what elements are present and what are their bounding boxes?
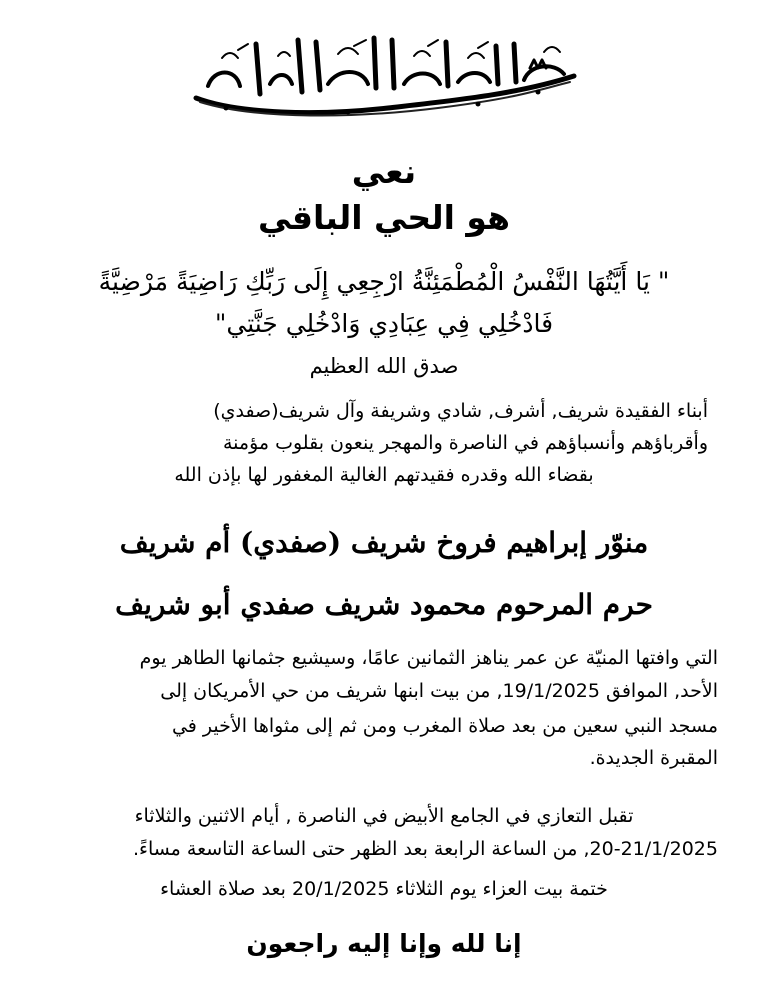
verse-line-1: " يَا أَيَّتُهَا النَّفْسُ الْمُطْمَئِنَّةُ ارْجِعِي إِلَى رَبِّكِ رَاضِيَةً مَرْضِيَّةً (98, 267, 670, 296)
basmala-calligraphy (178, 28, 590, 120)
announcement-line-2: وأقرباؤهم وأنسباؤهم في الناصرة والمهجر ينعون بقلوب مؤمنة (222, 432, 708, 454)
deceased-spouse: حرم المرحوم محمود شريف صفدي أبو شريف (115, 588, 653, 621)
condolences-line-2: 20-21/1/2025, من الساعة الرابعة بعد الظهر حتى الساعة التاسعة مساءً. (132, 838, 718, 860)
funeral-line-1: التي وافتها المنيّة عن عمر يناهز الثمانين عامًا، وسيشيع جثمانها الطاهر يوم (139, 647, 718, 669)
closing-ceremony: ختمة بيت العزاء يوم الثلاثاء 20/1/2025 بعد صلاة العشاء (160, 878, 608, 900)
verse-line-2: فَادْخُلِي فِي عِبَادِي وَادْخُلِي جَنَّتِي" (214, 309, 554, 338)
obituary-heading: نعي (351, 152, 417, 191)
funeral-line-2: الأحد, الموافق 19/1/2025, من بيت ابنها شريف من حي الأمريكان إلى (160, 680, 718, 702)
verse-closing: صدق الله العظيم (309, 354, 459, 378)
announcement-line-1: أبناء الفقيدة شريف, أشرف, شادي وشريفة وآل شريف(صفدي) (213, 400, 708, 422)
announcement-line-3: بقضاء الله وقدره فقيدتهم الغالية المغفور لها بإذن الله (174, 464, 594, 486)
funeral-line-4: المقبرة الجديدة. (589, 747, 718, 769)
obituary-subtitle: هو الحي الباقي (258, 198, 510, 237)
condolences-line-1: تقبل التعازي في الجامع الأبيض في الناصرة , أيام الاثنين والثلاثاء (134, 805, 634, 827)
funeral-line-3: مسجد النبي سعين من بعد صلاة المغرب ومن ثم إلى مثواها الأخير في (171, 715, 718, 737)
final-phrase: إنا لله وإنا إليه راجعون (246, 929, 522, 958)
deceased-name: منوّر إبراهيم فروخ شريف (صفدي) أم شريف (119, 526, 649, 559)
